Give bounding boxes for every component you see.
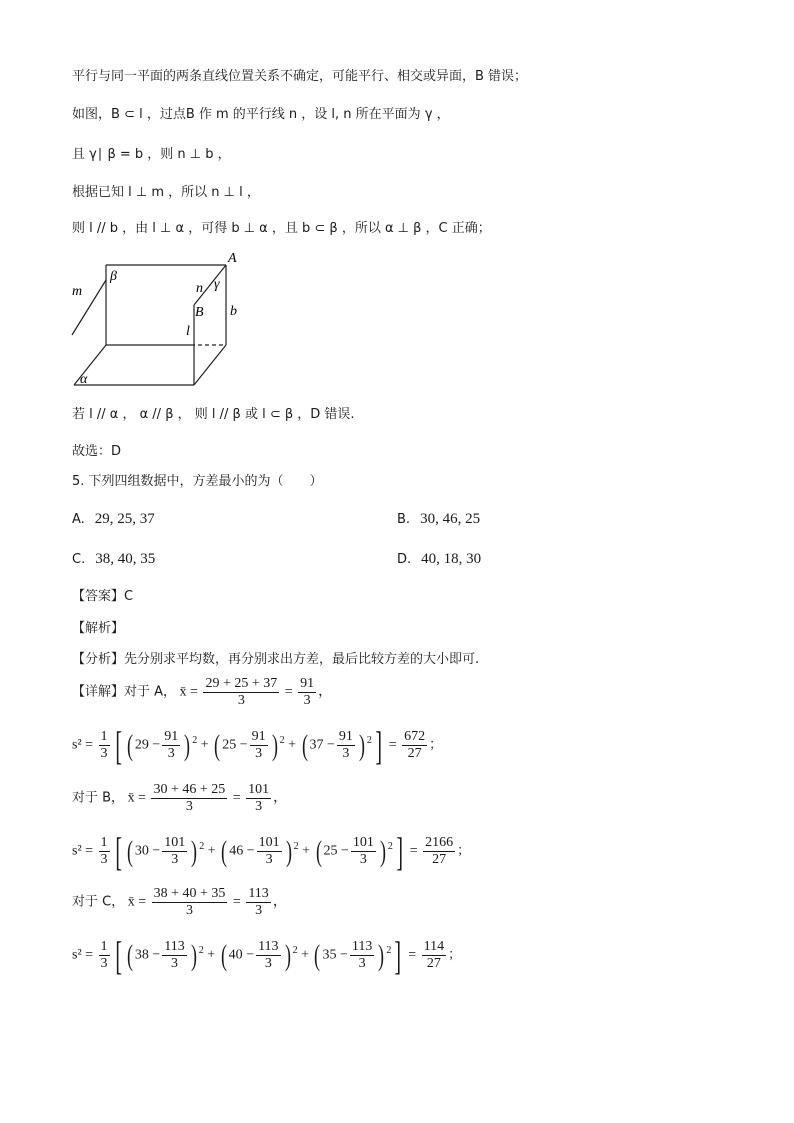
text-line-3: 且 γ∣ β = b ，则 n ⊥ b ， [72,147,231,162]
label-m: m [72,284,83,299]
option-letter: B. [397,512,411,527]
mean-fraction: $\frac{113}{3}$ [248,886,269,918]
option-value: 40, 18, 30 [421,551,482,567]
option-value: 29, 25, 37 [94,511,155,527]
text-line-5: 则 l // b ，由 l ⊥ α ，可得 b ⊥ α ，且 b ⊂ β ，所以 α ⊥ β ，C 正确； [72,221,491,236]
text-line-2: 如图，B ⊂ l ，过点B 作 m 的平行线 n ，设 l, n 所在平面为 γ ， [72,107,450,122]
option-a [72,510,155,529]
sum-fraction: $\frac{38 + 40 + 35}{3}$ [153,886,226,918]
option-d [397,550,481,569]
answer-line [72,588,133,606]
mean-a: 【详解】对于 A， x̄ = $\frac{29 + 25 + 37}{3}$ = $\frac{91}{3}$ ， [72,676,333,708]
label-b: b [230,304,237,319]
label-n: n [196,281,203,296]
fenxi-tag: 【分析】 [72,652,125,667]
xbar: x̄ = [127,790,146,806]
mean-fraction: $\frac{91}{3}$ [300,676,315,708]
s2: s² = [72,843,94,859]
label-gamma: γ [214,277,220,292]
case-intro: 对于 A， [124,684,177,700]
fenxi-line [72,651,479,669]
xiangjie-tag: 【详解】 [72,684,125,700]
option-value: 38, 40, 35 [95,551,156,567]
case-intro: 对于 B， [72,790,125,806]
answer-value: C [124,589,134,604]
sum-fraction: $\frac{30 + 46 + 25}{3}$ [153,782,226,814]
option-letter: C. [72,552,86,567]
label-beta: β [110,269,117,284]
result-fraction: $\frac{672}{27}$ [404,729,426,761]
text-line-1: 平行与同一平面的两条直线位置关系不确定，可能平行、相交或异面，B 错误； [72,69,528,84]
s2: s² = [72,947,94,963]
variance-c: s² = $\frac{1}{3}$ [ ( 38 − $\frac{113}{3}$ ) $^2$ + ( 40 − $\frac{113}{3}$ ) $^2$ + ( 35 − $\frac{113}{3}$ ) $^2$] = $\frac{114}{27}$ ； [72,933,462,978]
mean-b: 对于 B， x̄ = $\frac{30 + 46 + 25}{3}$ = $\frac{101}{3}$ ， [72,782,288,814]
case-intro: 对于 C， [72,894,125,910]
text-line-7: 故选：D [72,444,122,459]
xbar: x̄ = [127,894,147,910]
one-third: $\frac{1}{3}$ [100,835,108,867]
option-letter: A. [72,512,85,527]
option-letter: D. [397,552,412,567]
label-alpha: α [80,372,88,387]
one-third: $\frac{1}{3}$ [100,729,108,761]
label-A: A [228,251,237,266]
sum-fraction: $\frac{29 + 25 + 37}{3}$ [205,676,278,708]
mean-fraction: $\frac{101}{3}$ [248,782,270,814]
result-fraction: $\frac{2166}{27}$ [425,835,454,867]
variance-b: s² = $\frac{1}{3}$ [ ( 30 − $\frac{101}{3}$ ) $^2$ + ( 46 − $\frac{101}{3}$ ) $^2$ + ( 25 − $\frac{101}{3}$ ) $^2$] = $\frac{2166}{27}$ ； [72,829,471,874]
text-line-4: 根据已知 l ⊥ m ，所以 n ⊥ l ， [72,185,260,200]
option-value: 30, 46, 25 [420,511,481,527]
analysis-tag: 【解析】 [72,621,125,636]
option-c [72,550,155,569]
one-third: $\frac{1}{3}$ [100,939,108,971]
variance-a: s² = $\frac{1}{3}$ [ ( 29 − $\frac{91}{3}$ ) $^2$ + ( 25 − $\frac{91}{3}$ ) $^2$ + ( 37 − $\frac{91}{3}$ ) $^2$] = $\frac{672}{27}$ ； [72,723,443,768]
answer-tag: 【答案】 [72,589,125,604]
xbar: x̄ = [179,684,198,700]
mean-c: 对于 C， x̄ = $\frac{38 + 40 + 35}{3}$ = $\frac{113}{3}$ ， [72,886,287,918]
geometry-figure [66,250,256,395]
label-B: B [195,305,204,320]
option-b [397,510,480,529]
fenxi-text: 先分别求平均数，再分别求出方差，最后比较方差的大小即可. [124,652,480,667]
label-l: l [186,324,190,339]
question-5: 5. 下列四组数据中，方差最小的为（ ） [72,474,323,489]
s2: s² = [72,737,94,753]
result-fraction: $\frac{114}{27}$ [423,939,445,971]
text-line-6: 若 l // α ， α // β ， 则 l // β 或 l ⊂ β ，D 错误. [72,407,355,422]
